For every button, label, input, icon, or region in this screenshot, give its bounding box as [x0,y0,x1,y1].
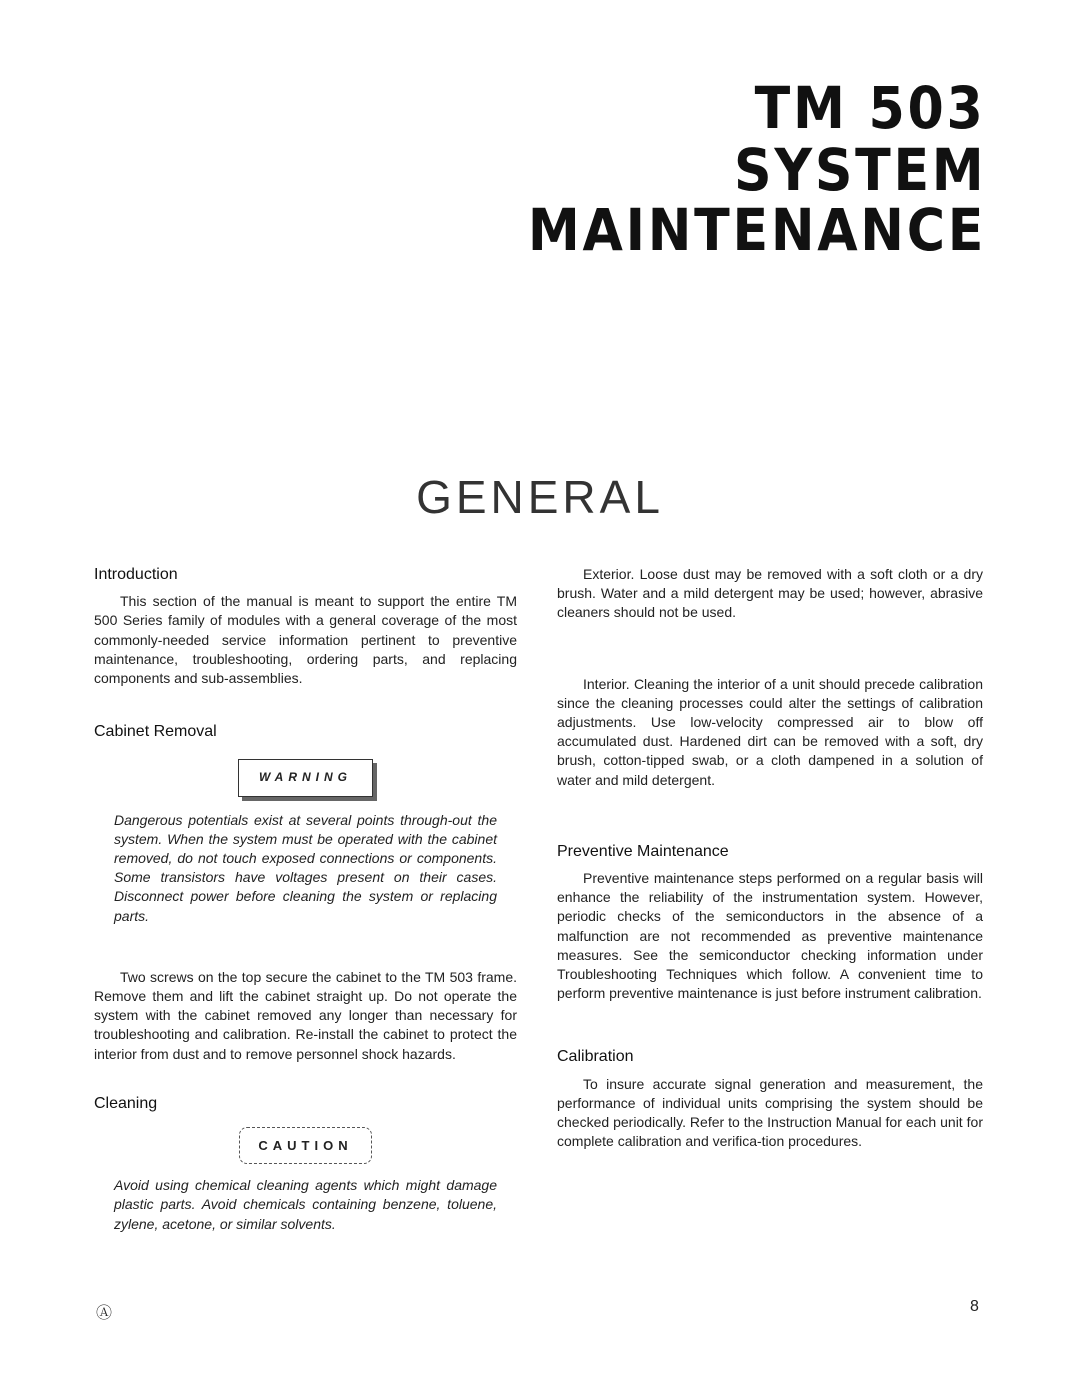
interior-text: Cleaning the interior of a unit should precede calibration since the cleaning processes could alter the settings of calibration adjustments. Use low-velocity compressed air to blow off accumulated dust. Hardened dirt can be removed with a soft, dry brush, cotton-tipped swab, or a cloth dampened in a solution of water and mild detergent. [557,675,983,788]
introduction-heading: Introduction [94,566,178,583]
title-line-3: MAINTENANCE [527,196,986,264]
preventive-maintenance-text: Preventive maintenance steps performed on a regular basis will enhance the reliability of the instrumentation system. However, periodic checks of the semiconductors in the absence of a malfunction are not recommended as preventive maintenance measures. See the semiconductor checking information under Troubleshooting Techniques which follow. A convenient time to perform preventive maintenance is just before instrument calibration. [557,870,983,1002]
exterior-text: Loose dust may be removed with a soft cloth or a dry brush. Water and a mild detergent may be used; however, abrasive cleaners should not be used. [557,566,984,621]
exterior-lead: Exterior. [583,566,635,582]
caution-box [94,1127,517,1164]
calibration-heading: Calibration [557,1048,634,1066]
page-number: 8 [970,1298,979,1315]
caution-label: CAUTION [239,1127,371,1164]
interior-paragraph [557,675,983,790]
cabinet-removal-text: Two screws on the top secure the cabinet to the TM 503 frame. Remove them and lift the cabinet straight up. Do not operate the system with the cabinet removed any longer than necessary for troubleshooting and calibration. Re-install the cabinet to protect the interior from dust and to remove personnel shock hazards. [94,968,517,1062]
right-column [557,565,983,1151]
title-line-1: TM 503 [755,74,986,142]
warning-text: Dangerous potentials exist at several points through-out the system. When the system must be operated with the cabinet removed, do not touch exposed connections or components. Some transistors have voltages present on their cases. Disconnect power before cleaning the system or replacing parts. [114,811,497,924]
preventive-maintenance-heading: Preventive Maintenance [557,842,729,860]
section-heading: GENERAL [416,471,664,523]
interior-lead: Interior. [583,675,630,692]
title-line-2: SYSTEM [733,136,986,204]
left-column [94,565,517,1234]
publisher-mark: Ⓐ [96,1305,113,1322]
exterior-paragraph [557,565,983,623]
warning-label: WARNING [238,759,373,796]
caution-text: Avoid using chemical cleaning agents which might damage plastic parts. Avoid chemicals containing benzene, toluene, zylene, acetone, or similar solvents. [114,1177,497,1232]
cabinet-removal-heading: Cabinet Removal [94,723,217,741]
calibration-text: To insure accurate signal generation and measurement, the performance of individual units comprising the system should be checked periodically. Refer to the Instruction Manual for each unit for complete calibration and verifica-tion procedures. [557,1075,983,1150]
cleaning-heading: Cleaning [94,1094,158,1112]
warning-box [94,759,517,796]
introduction-text: This section of the manual is meant to support the entire TM 500 Series family of modules with a general coverage of the most commonly-needed service information pertinent to preventive maintenance, troubleshooting, ordering parts, and replacing components and sub-assemblies. [94,593,517,687]
